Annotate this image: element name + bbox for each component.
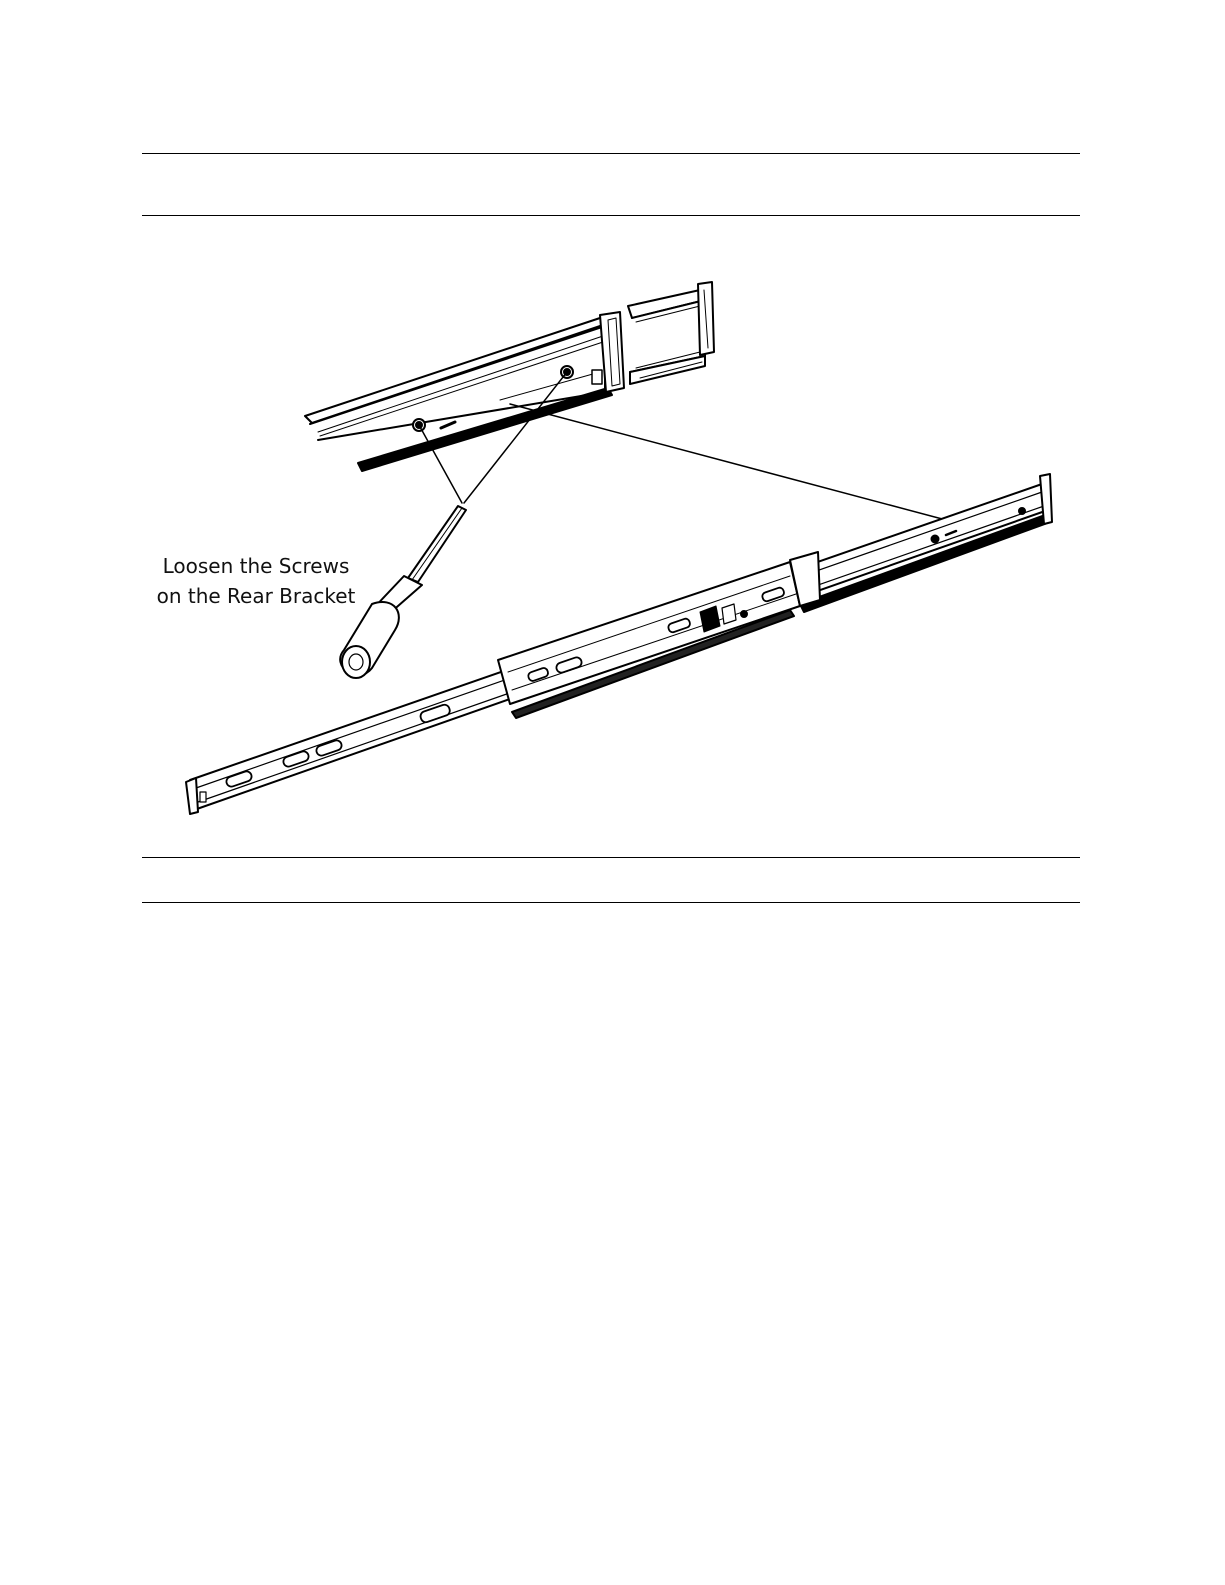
bottom-rule-upper (142, 857, 1080, 858)
slide-rail (186, 474, 1052, 814)
rear-rail (305, 312, 624, 471)
front-extension-bracket (628, 282, 714, 384)
callout-line-1: Loosen the Screws (162, 554, 350, 578)
bottom-rule-lower (142, 902, 1080, 903)
top-rule-lower (142, 215, 1080, 216)
rail-assembly-diagram (150, 270, 1070, 830)
callout-lines (419, 372, 946, 520)
callout-label (150, 551, 362, 611)
callout-line-2: on the Rear Bracket (156, 584, 356, 608)
top-rule-upper (142, 153, 1080, 154)
